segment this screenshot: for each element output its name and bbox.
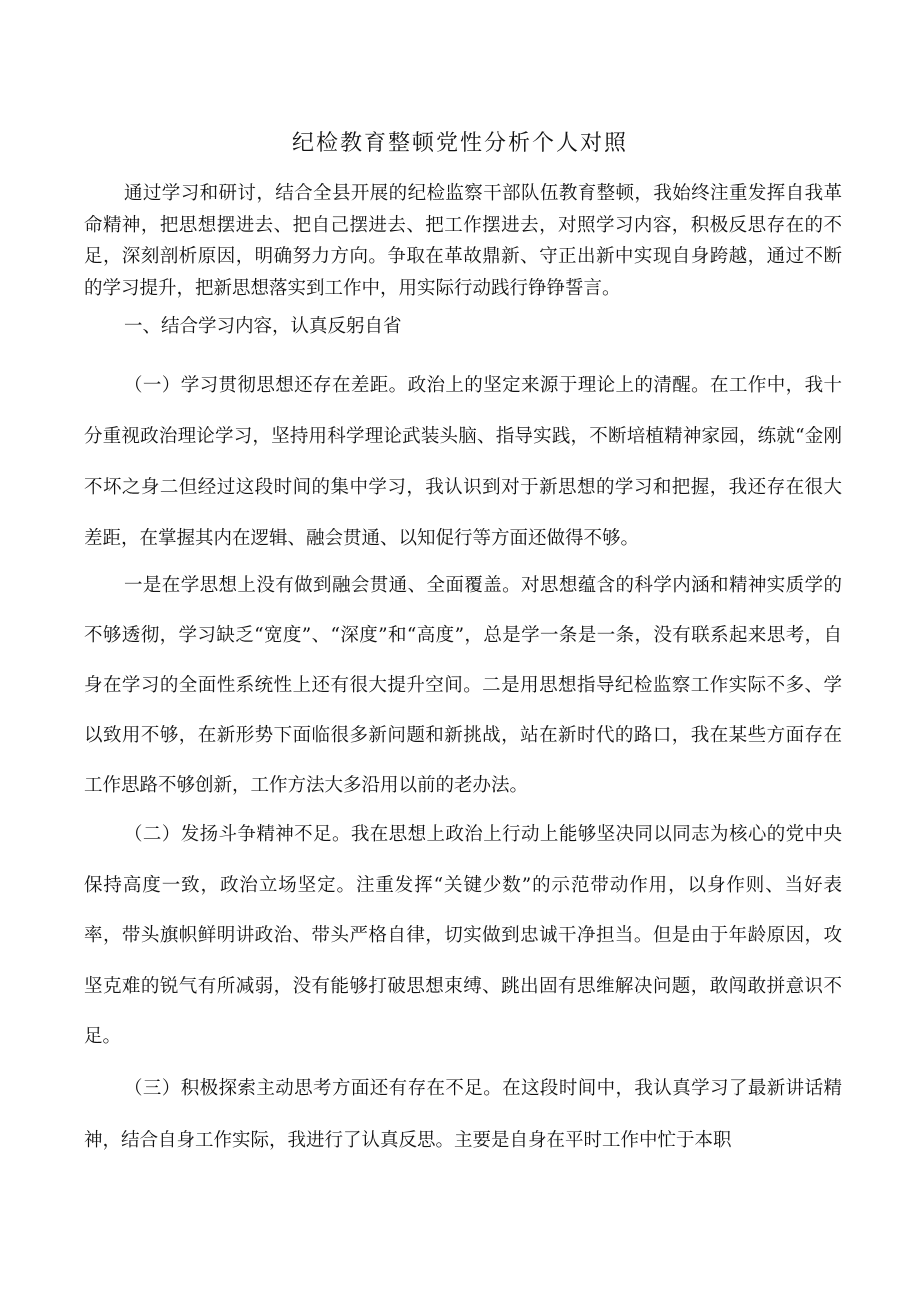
section-2-paragraph: （二）发扬斗争精神不足。我在思想上政治上行动上能够坚决同以同志为核心的党中央保持高度一致，政治立场坚定。注重发挥“关键少数”的示范带动作用，以身作则、当好表率，带头旗帜鲜明讲政治、带头严格自律，切实做到忠诚干净担当。但是由于年龄原因，攻坚克难的锐气有所减弱，没有能够打破思想束缚、跳出固有思维解决问题，敢闯敢拼意识不足。: [84, 824, 842, 1047]
section-3-paragraph: （三）积极探索主动思考方面还有存在不足。在这段时间中，我认真学习了最新讲话精神，结合自身工作实际，我进行了认真反思。主要是自身在平时工作中忙于本职: [84, 1078, 842, 1151]
section-1-points-paragraph: 一是在学思想上没有做到融会贯通、全面覆盖。对思想蕴含的科学内涵和精神实质学的不够透彻，学习缺乏“宽度”、“深度”和“高度”，总是学一条是一条，没有联系起来思考，自身在学习的全面性系统性上还有很大提升空间。二是用思想指导纪检监察工作实际不多、学以致用不够，在新形势下面临很多新问题和新挑战，站在新时代的路口，我在某些方面存在工作思路不够创新，工作方法大多沿用以前的老办法。: [84, 575, 842, 796]
section-1-paragraph: （一）学习贯彻思想还存在差距。政治上的坚定来源于理论上的清醒。在工作中，我十分重视政治理论学习，坚持用科学理论武装头脑、指导实践，不断培植精神家园，练就“金刚不坏之身二但经过这段时间的集中学习，我认识到对于新思想的学习和把握，我还存在很大差距，在掌握其内在逻辑、融会贯通、以知促行等方面还做得不够。: [84, 375, 842, 549]
document-title: 纪检教育整顿党性分析个人对照: [291, 131, 628, 156]
section-heading-1: 一、结合学习内容，认真反躬自省: [124, 316, 402, 337]
intro-paragraph: 通过学习和研讨，结合全县开展的纪检监察干部队伍教育整顿，我始终注重发挥自我革命精神，把思想摆进去、把自己摆进去、把工作摆进去，对照学习内容，积极反思存在的不足，深刻剖析原因，明确努力方向。争取在革故鼎新、守正出新中实现自身跨越，通过不断的学习提升，把新思想落实到工作中，用实际行动践行铮铮誓言。: [84, 183, 842, 299]
